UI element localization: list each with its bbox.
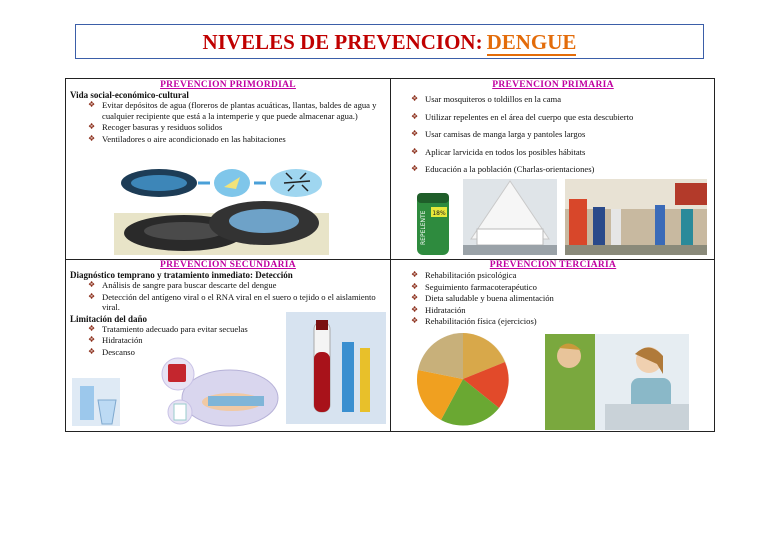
list-item: ❖ Análisis de sangre para buscar descarte del dengue [82,280,382,291]
primaria-header: PREVENCION PRIMARIA [492,80,614,90]
page-title: NIVELES DE PREVENCION: [202,30,483,54]
repellent-label: REPELENTE [420,210,427,245]
repellent-percent: 18% [432,210,446,217]
quadrant-primaria [391,79,715,259]
list-item: ❖ Aplicar larvicida en todos los posibles hábitats [405,147,705,158]
terciaria-list [391,270,705,327]
list-item: ❖ Usar camisas de manga larga y pantoles largos [405,129,705,140]
list-item: ❖ Seguimiento farmacoterapéutico [405,282,705,293]
list-item: ❖ Recoger basuras y residuos solidos [82,122,382,133]
list-item: ❖ Usar mosquiteros o toldillos en la cama [405,94,705,105]
prevention-grid [65,78,715,432]
secundaria-subtitle-damage: Limitación del daño [70,313,148,324]
quadrant-terciaria [391,260,715,432]
list-item: ❖ Descanso [82,347,282,358]
primordial-subtitle: Vida social-económico-cultural [70,90,189,100]
list-item: ❖ Rehabilitación física (ejercicios) [405,316,705,327]
secundaria-subtitle-diagnosis: Diagnóstico temprano y tratamiento inmediato: Detección [70,270,293,280]
page-title-accent: DENGUE [486,30,577,54]
secundaria-list-diagnosis [66,280,382,313]
education-community-image [565,179,707,255]
list-item: ❖ Tratamiento adecuado para evitar secuelas [82,324,282,335]
list-item: ❖ Educación a la población (Charlas-orientaciones) [405,164,705,175]
list-item: ❖ Rehabilitación psicológica [405,270,705,281]
quadrant-secundaria [66,260,390,432]
resting-patient-illustration [152,352,280,428]
list-item: ❖ Dieta saludable y buena alimentación [405,293,705,304]
water-glass-image [72,378,120,426]
mosquito-net-image [463,179,557,255]
primaria-list [391,94,705,175]
title-box [75,24,704,59]
list-item: ❖ Ventiladores o aire acondicionado en las habitaciones [82,134,382,145]
tires-mosquito-illustration [114,165,329,255]
list-item: ❖ Evitar depósitos de agua (floreros de plantas acuáticas, llantas, baldes de agua y cualquier recipiente que está a la intemperie y que puede almacenar agua.) [82,100,382,121]
terciaria-header: PREVENCION TERCIARIA [489,260,617,270]
secundaria-header: PREVENCION SECUNDARIA [160,260,296,270]
list-item: ❖ Utilizar repelentes en el área del cuerpo que esta descubierto [405,112,705,123]
psychological-consultation-image [545,334,689,430]
list-item: ❖ Hidratación [82,335,282,346]
quadrant-primordial [66,79,390,259]
primordial-list [66,100,382,144]
list-item: ❖ Hidratación [405,305,705,316]
blood-test-tubes-image [286,312,386,424]
primordial-header: PREVENCION PRIMORDIAL [160,80,296,90]
repellent-bottle-image [411,193,455,255]
healthy-food-image [401,330,525,428]
list-item: ❖ Detección del antígeno viral o el RNA viral en el suero o tejido o el aislamiento viral. [82,292,382,313]
